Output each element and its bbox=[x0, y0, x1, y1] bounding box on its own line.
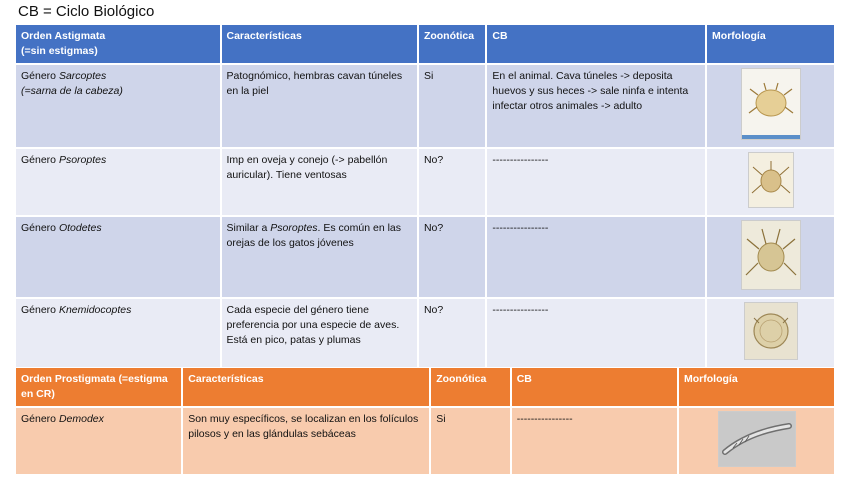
header-caracteristicas: Características bbox=[222, 25, 417, 63]
genero-cell: Género Otodetes bbox=[16, 217, 220, 297]
psoroptes-mite-image bbox=[748, 152, 794, 208]
table-header-row bbox=[16, 25, 834, 63]
otodetes-mite-image bbox=[741, 220, 801, 290]
header-caracteristicas: Características bbox=[183, 368, 429, 406]
table-row bbox=[16, 408, 834, 474]
page-title: CB = Ciclo Biológico bbox=[18, 3, 155, 20]
caracteristicas-cell: Son muy específicos, se localizan en los folículos pilosos y en las glándulas sebáceas bbox=[183, 408, 429, 474]
table-header-row bbox=[16, 368, 834, 406]
header-orden: Orden Astigmata (=sin estigmas) bbox=[16, 25, 220, 63]
caracteristicas-cell: Cada especie del género tiene preferencia por una especie de aves. Está en pico, patas y plumas bbox=[222, 299, 417, 367]
knemidocoptes-mite-image bbox=[744, 302, 798, 360]
demodex-mite-image bbox=[718, 411, 796, 467]
table-row bbox=[16, 65, 834, 147]
zoonotica-cell: Si bbox=[431, 408, 510, 474]
table-row bbox=[16, 149, 834, 215]
zoonotica-cell: Si bbox=[419, 65, 485, 147]
sarcoptes-mite-image bbox=[741, 68, 801, 140]
zoonotica-cell: No? bbox=[419, 149, 485, 215]
genero-cell: Género Knemidocoptes bbox=[16, 299, 220, 367]
header-morfologia: Morfología bbox=[679, 368, 834, 406]
header-morfologia: Morfología bbox=[707, 25, 834, 63]
genero-cell: Género Demodex bbox=[16, 408, 181, 474]
header-zoonotica: Zoonótica bbox=[431, 368, 510, 406]
astigmata-table bbox=[14, 23, 836, 369]
zoonotica-cell: No? bbox=[419, 299, 485, 367]
genero-cell: Género Psoroptes bbox=[16, 149, 220, 215]
morfologia-cell bbox=[707, 217, 834, 297]
header-cb: CB bbox=[512, 368, 677, 406]
cb-cell: ---------------- bbox=[487, 217, 705, 297]
table-row bbox=[16, 299, 834, 367]
caracteristicas-cell: Imp en oveja y conejo (-> pabellón auricular). Tiene ventosas bbox=[222, 149, 417, 215]
genero-cell: Género Sarcoptes (=sarna de la cabeza) bbox=[16, 65, 220, 147]
caracteristicas-cell: Similar a Psoroptes. Es común en las orejas de los gatos jóvenes bbox=[222, 217, 417, 297]
table-row bbox=[16, 217, 834, 297]
caracteristicas-cell: Patognómico, hembras cavan túneles en la piel bbox=[222, 65, 417, 147]
morfologia-cell bbox=[707, 65, 834, 147]
cb-cell: En el animal. Cava túneles -> deposita huevos y sus heces -> sale ninfa e intenta infectar otros animales -> adulto bbox=[487, 65, 705, 147]
header-cb: CB bbox=[487, 25, 705, 63]
zoonotica-cell: No? bbox=[419, 217, 485, 297]
morfologia-cell bbox=[707, 149, 834, 215]
morfologia-cell bbox=[707, 299, 834, 367]
morfologia-cell bbox=[679, 408, 834, 474]
header-zoonotica: Zoonótica bbox=[419, 25, 485, 63]
cb-cell: ---------------- bbox=[487, 299, 705, 367]
header-orden: Orden Prostigmata (=estigma en CR) bbox=[16, 368, 181, 406]
prostigmata-table bbox=[14, 366, 836, 476]
cb-cell: ---------------- bbox=[512, 408, 677, 474]
cb-cell: ---------------- bbox=[487, 149, 705, 215]
